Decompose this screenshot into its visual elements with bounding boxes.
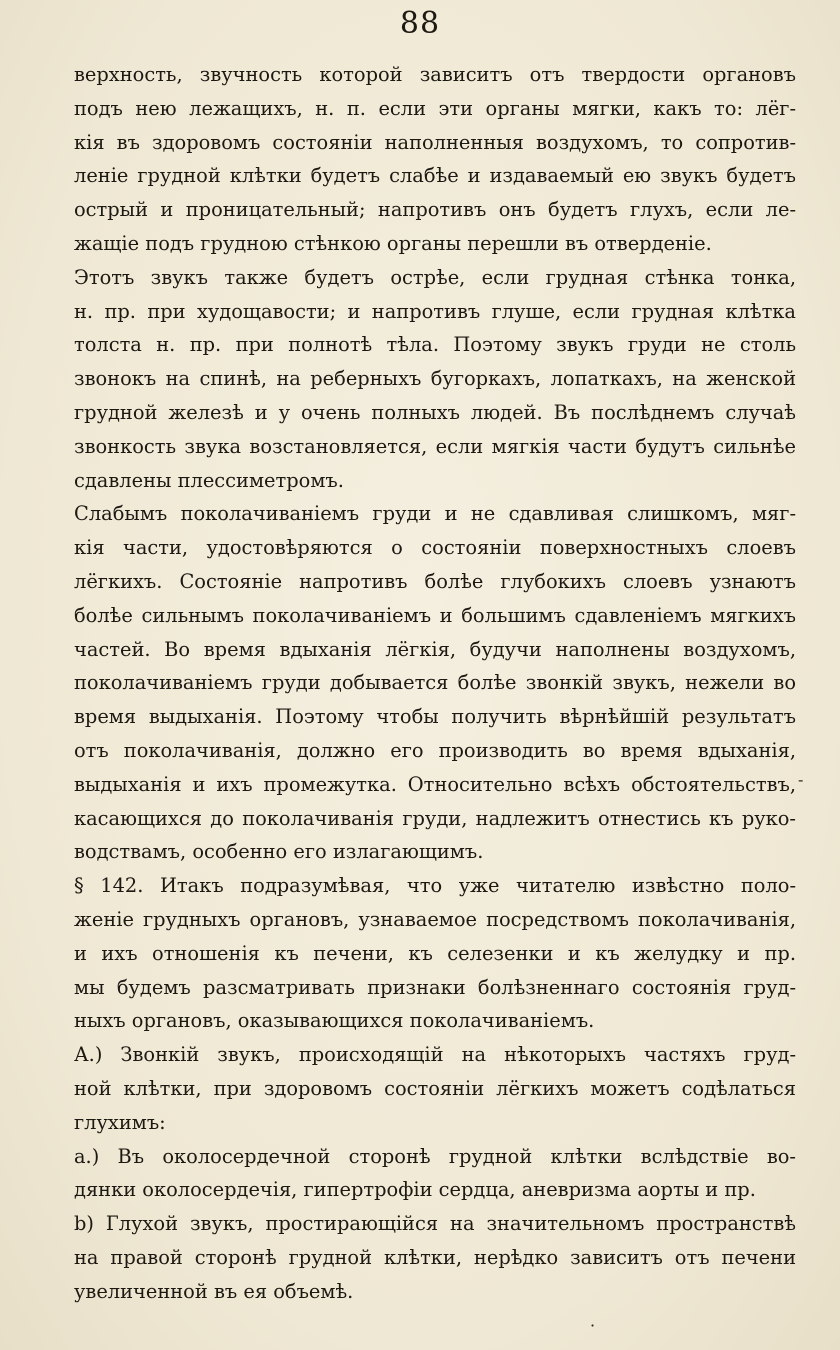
text-line: водствамъ, особенно его излагающимъ. <box>74 840 484 864</box>
text-line: ныхъ органовъ, оказывающихся поколачиваніемъ. <box>74 1009 595 1033</box>
text-line: н. пр. при худощавости; и напротивъ глуше, если грудная клѣтка <box>74 299 796 323</box>
text-line: звонокъ на спинѣ, на реберныхъ бугоркахъ, лопаткахъ, на женской <box>74 367 796 391</box>
text-line: А.) Звонкій звукъ, происходящій на нѣкоторыхъ частяхъ груд- <box>74 1043 796 1067</box>
text-line: болѣе сильнымъ поколачиваніемъ и большимъ сдавленіемъ мягкихъ <box>74 603 796 627</box>
text-line: а.) Въ околосердечной сторонѣ грудной клѣтки вслѣдствіе во- <box>74 1144 796 1168</box>
text-line: ной клѣтки, при здоровомъ состояніи лёгкихъ можетъ содѣлаться <box>74 1076 796 1100</box>
text-line: мы будемъ разсматривать признаки болѣзненнаго состоянія груд- <box>74 975 796 999</box>
text-line: женіе грудныхъ органовъ, узнаваемое посредствомъ поколачиванія, <box>74 907 796 931</box>
text-line: на правой сторонѣ грудной клѣтки, нерѣдко зависитъ отъ печени <box>74 1245 796 1269</box>
text-line: глухимъ: <box>74 1110 166 1134</box>
page-number: 88 <box>399 6 441 41</box>
text-line: леніе грудной клѣтки будетъ слабѣе и издаваемый ею звукъ будетъ <box>74 164 796 188</box>
text-line: жащіе подъ грудною стѣнкою органы перешли въ отверденіе. <box>74 231 712 255</box>
text-line: кія въ здоровомъ состояніи наполненныя воздухомъ, то сопротив- <box>74 130 796 154</box>
text-line: § 142. Итакъ подразумѣвая, что уже читателю извѣстно поло- <box>74 874 796 898</box>
text-line: b) Глухой звукъ, простирающійся на значительномъ пространствѣ <box>74 1212 796 1236</box>
text-line: звонкость звука возстановляется, если мягкія части будутъ сильнѣе <box>74 434 796 458</box>
body-text <box>74 58 796 1308</box>
bottom-dot-mark: · <box>590 1316 596 1335</box>
text-line: дянки околосердечія, гипертрофіи сердца, аневризма аорты и пр. <box>74 1178 756 1202</box>
text-line: поколачиваніемъ груди добывается болѣе звонкій звукъ, нежели во <box>74 671 796 695</box>
text-line: и ихъ отношенія къ печени, къ селезенки и къ желудку и пр. <box>74 941 796 965</box>
text-line: верхность, звучность которой зависитъ отъ твердости органовъ <box>74 63 796 86</box>
text-line: сдавлены плессиметромъ. <box>74 468 344 492</box>
text-line: увеличенной въ ея объемѣ. <box>74 1279 354 1303</box>
text-line: толста н. пр. при полнотѣ тѣла. Поэтому звукъ груди не столь <box>74 333 796 357</box>
margin-dash-mark: - <box>798 770 804 789</box>
text-line: Слабымъ поколачиваніемъ груди и не сдавливая слишкомъ, мяг- <box>74 502 796 526</box>
text-line: касающихся до поколачиванія груди, надлежитъ отнестись къ руко- <box>74 806 796 830</box>
text-line: кія части, удостовѣряются о состояніи поверхностныхъ слоевъ <box>74 536 796 560</box>
text-line: подъ нею лежащихъ, н. п. если эти органы мягки, какъ то: лёг- <box>74 96 796 120</box>
text-line: отъ поколачиванія, должно его производить во время вдыханія, <box>74 738 796 762</box>
text-line: лёгкихъ. Состояніе напротивъ болѣе глубокихъ слоевъ узнаютъ <box>74 569 796 593</box>
text-line: грудной железѣ и у очень полныхъ людей. Въ послѣднемъ случаѣ <box>74 400 796 424</box>
text-line: выдыханія и ихъ промежутка. Относительно всѣхъ обстоятельствъ, <box>74 772 796 796</box>
text-line: Этотъ звукъ также будетъ острѣе, если грудная стѣнка тонка, <box>74 265 796 289</box>
text-line: время выдыханія. Поэтому чтобы получить вѣрнѣйшій результатъ <box>74 705 796 729</box>
text-line: частей. Во время вдыханія лёгкія, будучи наполнены воздухомъ, <box>74 637 796 661</box>
text-line: острый и проницательный; напротивъ онъ будетъ глухъ, если ле- <box>74 198 796 222</box>
